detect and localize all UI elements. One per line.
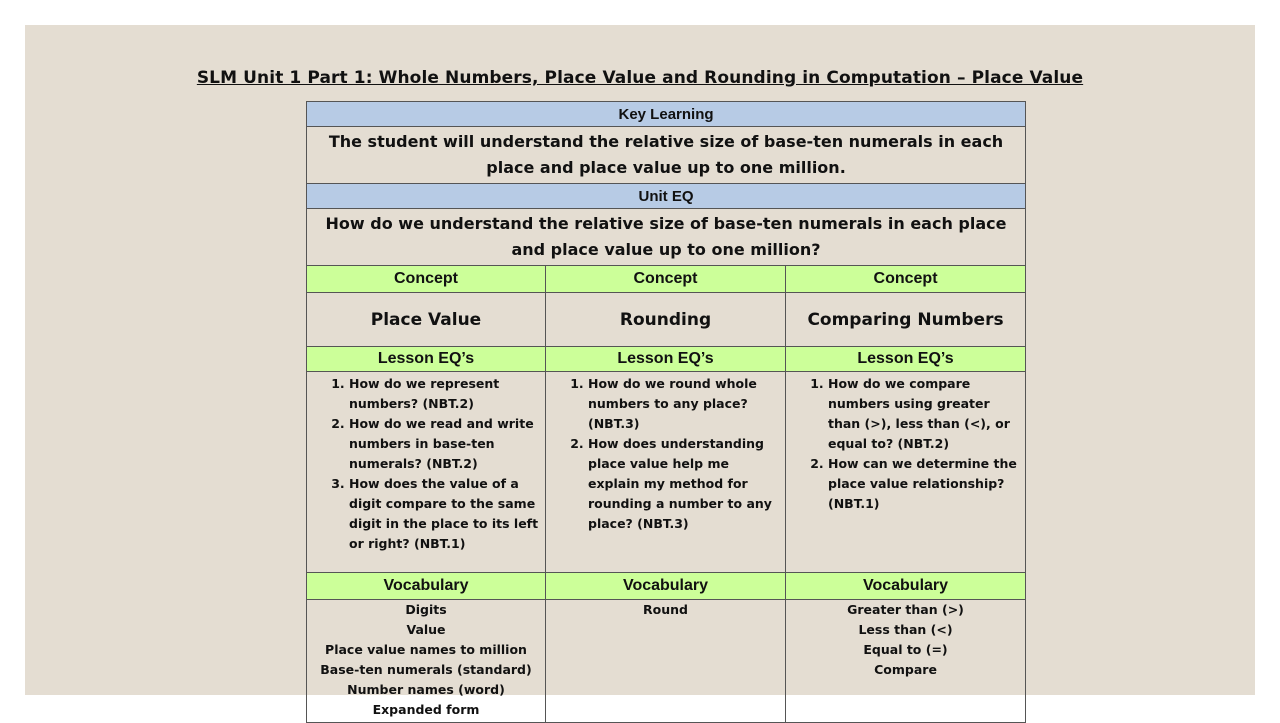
vocab-term: Base-ten numerals (standard) — [320, 662, 532, 677]
lesson-list — [307, 374, 541, 554]
lesson-cell-place-value — [307, 372, 546, 573]
concept-rounding: Rounding — [546, 293, 786, 347]
unit-eq-text: How do we understand the relative size of base-ten numerals in each place and place value up to one million? — [307, 209, 1026, 266]
vocab-term: Greater than (>) — [847, 602, 964, 617]
vocabulary-header: Vocabulary — [307, 573, 546, 600]
vocab-cell-place-value — [307, 600, 546, 723]
lesson-item: 1. How do we round whole numbers to any place? (NBT.3) — [588, 374, 781, 434]
unit-eq-header: Unit EQ — [307, 184, 1026, 209]
vocab-cell-rounding — [546, 600, 786, 723]
lesson-item: 2. How do we read and write numbers in base-ten numerals? (NBT.2) — [349, 414, 541, 474]
vocab-term: Place value names to million — [325, 642, 527, 657]
concept-comparing-numbers: Comparing Numbers — [786, 293, 1026, 347]
vocabulary-header: Vocabulary — [786, 573, 1026, 600]
lesson-cell-rounding — [546, 372, 786, 573]
key-learning-header: Key Learning — [307, 102, 1026, 127]
lesson-list — [786, 374, 1021, 514]
vocabulary-header: Vocabulary — [546, 573, 786, 600]
vocab-term: Equal to (=) — [863, 642, 948, 657]
lesson-item: 3. How does the value of a digit compare to the same digit in the place to its left or right? (NBT.1) — [349, 474, 541, 554]
lesson-eq-header: Lesson EQ’s — [546, 347, 786, 372]
lesson-item: 2. How does understanding place value help me explain my method for rounding a number to any place? (NBT.3) — [588, 434, 781, 534]
key-learning-table — [306, 101, 1026, 723]
concept-header: Concept — [786, 266, 1026, 293]
lesson-eq-header: Lesson EQ’s — [307, 347, 546, 372]
lesson-eq-header: Lesson EQ’s — [786, 347, 1026, 372]
key-learning-text: The student will understand the relative size of base-ten numerals in each place and place value up to one million. — [307, 127, 1026, 184]
concept-header: Concept — [546, 266, 786, 293]
vocab-term: Value — [406, 622, 446, 637]
concept-header: Concept — [307, 266, 546, 293]
vocab-term: Compare — [874, 662, 937, 677]
vocab-term: Digits — [405, 602, 447, 617]
lesson-cell-comparing — [786, 372, 1026, 573]
lesson-list — [546, 374, 781, 534]
vocab-term: Less than (<) — [858, 622, 953, 637]
slide — [25, 25, 1255, 717]
lesson-item: 2. How can we determine the place value relationship? (NBT.1) — [828, 454, 1021, 514]
lesson-item: 1. How do we compare numbers using greater than (>), less than (<), or equal to? (NBT.2) — [828, 374, 1021, 454]
vocab-term: Number names (word) — [347, 682, 505, 697]
lesson-item: 1. How do we represent numbers? (NBT.2) — [349, 374, 541, 414]
vocab-term: Expanded form — [372, 702, 480, 717]
vocab-term: Round — [643, 602, 688, 617]
slide-title: SLM Unit 1 Part 1: Whole Numbers, Place Value and Rounding in Computation – Place Value — [196, 68, 1084, 88]
vocab-cell-comparing — [786, 600, 1026, 723]
concept-place-value: Place Value — [307, 293, 546, 347]
